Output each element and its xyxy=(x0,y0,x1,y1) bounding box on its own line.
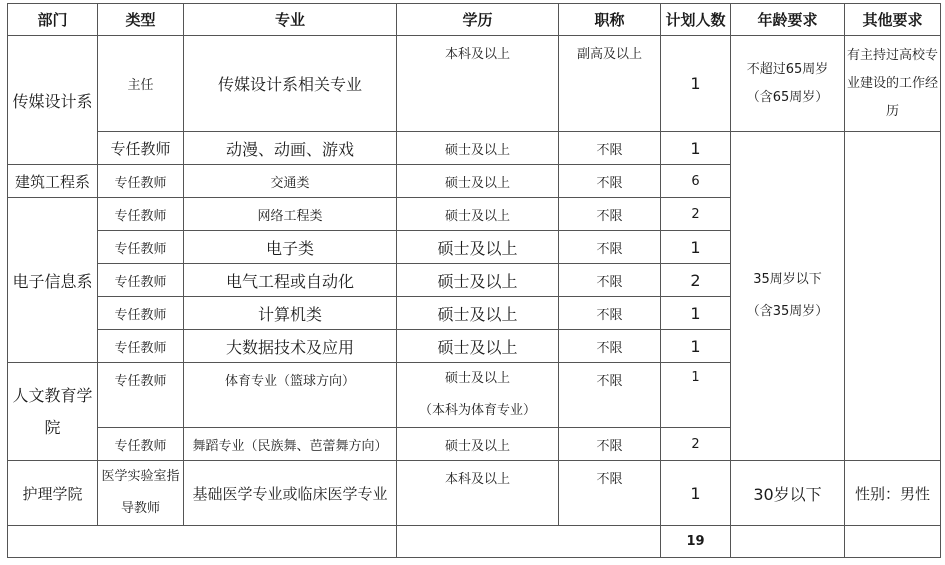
title-cell: 不限 xyxy=(559,297,661,330)
title-cell: 不限 xyxy=(559,363,661,428)
other-line: 历 xyxy=(885,103,899,119)
count-cell: 1 xyxy=(661,461,731,526)
education-line: （本科为体育专业） xyxy=(418,403,536,418)
total-empty-cell xyxy=(397,526,661,558)
type-line: 医学实验室指 xyxy=(101,469,180,484)
other-cell: 性别：男性 xyxy=(845,461,941,526)
type-line: 导教师 xyxy=(120,501,160,516)
count-cell: 2 xyxy=(661,428,731,461)
total-row xyxy=(8,526,941,558)
dept-line: 院 xyxy=(44,417,61,437)
recruitment-table xyxy=(7,3,941,558)
education-cell: 本科及以上 xyxy=(397,36,559,132)
education-cell: 硕士及以上 xyxy=(397,330,559,363)
education-cell: 硕士及以上 xyxy=(397,428,559,461)
type-cell: 专任教师 xyxy=(98,330,184,363)
title-cell: 不限 xyxy=(559,330,661,363)
table-row xyxy=(8,36,941,132)
age-line: 35周岁以下 xyxy=(753,272,822,287)
type-cell: 专任教师 xyxy=(98,132,184,165)
major-cell: 动漫、动画、游戏 xyxy=(184,132,397,165)
count-cell: 1 xyxy=(661,132,731,165)
dept-cell: 电子信息系 xyxy=(8,198,98,363)
count-cell: 2 xyxy=(661,198,731,231)
major-cell: 网络工程类 xyxy=(184,198,397,231)
title-cell: 不限 xyxy=(559,428,661,461)
title-cell: 不限 xyxy=(559,132,661,165)
dept-cell: 建筑工程系 xyxy=(8,165,98,198)
age-line: （含35周岁） xyxy=(746,304,829,319)
count-cell: 2 xyxy=(661,264,731,297)
age-cell xyxy=(731,36,845,132)
other-cell xyxy=(845,132,941,461)
dept-cell: 护理学院 xyxy=(8,461,98,526)
header-major: 专业 xyxy=(184,4,397,36)
title-cell: 副高及以上 xyxy=(559,36,661,132)
type-cell: 专任教师 xyxy=(98,165,184,198)
count-cell: 1 xyxy=(661,330,731,363)
header-type: 类型 xyxy=(98,4,184,36)
age-line: （含65周岁） xyxy=(746,89,829,105)
title-cell: 不限 xyxy=(559,198,661,231)
major-cell: 电子类 xyxy=(184,231,397,264)
type-cell: 专任教师 xyxy=(98,363,184,428)
education-cell: 硕士及以上 xyxy=(397,165,559,198)
major-cell: 体育专业（篮球方向） xyxy=(184,363,397,428)
age-cell: 30岁以下 xyxy=(731,461,845,526)
title-cell: 不限 xyxy=(559,264,661,297)
major-cell: 舞蹈专业（民族舞、芭蕾舞方向） xyxy=(184,428,397,461)
header-other: 其他要求 xyxy=(845,4,941,36)
dept-cell: 传媒设计系 xyxy=(8,36,98,165)
major-cell: 基础医学专业或临床医学专业 xyxy=(184,461,397,526)
major-cell: 交通类 xyxy=(184,165,397,198)
major-cell: 大数据技术及应用 xyxy=(184,330,397,363)
major-cell: 计算机类 xyxy=(184,297,397,330)
table-row xyxy=(8,132,941,165)
dept-line: 人文教育学 xyxy=(12,385,93,405)
education-cell: 硕士及以上 xyxy=(397,132,559,165)
header-age: 年龄要求 xyxy=(731,4,845,36)
table-row xyxy=(8,461,941,526)
header-dept: 部门 xyxy=(8,4,98,36)
header-title: 职称 xyxy=(559,4,661,36)
education-cell: 硕士及以上 xyxy=(397,297,559,330)
type-cell: 专任教师 xyxy=(98,264,184,297)
age-cell xyxy=(731,132,845,461)
type-cell: 专任教师 xyxy=(98,428,184,461)
title-cell: 不限 xyxy=(559,231,661,264)
count-cell: 1 xyxy=(661,36,731,132)
total-empty-cell xyxy=(845,526,941,558)
count-cell: 1 xyxy=(661,297,731,330)
total-count-cell: 19 xyxy=(661,526,731,558)
type-cell xyxy=(98,461,184,526)
other-line: 有主持过高校专 xyxy=(846,47,938,63)
type-cell: 专任教师 xyxy=(98,297,184,330)
type-cell: 专任教师 xyxy=(98,198,184,231)
education-cell: 本科及以上 xyxy=(397,461,559,526)
title-cell: 不限 xyxy=(559,165,661,198)
total-empty-cell xyxy=(8,526,397,558)
major-cell: 传媒设计系相关专业 xyxy=(184,36,397,132)
other-line: 业建设的工作经 xyxy=(846,75,938,91)
header-education: 学历 xyxy=(397,4,559,36)
count-cell: 6 xyxy=(661,165,731,198)
type-cell: 专任教师 xyxy=(98,231,184,264)
header-count: 计划人数 xyxy=(661,4,731,36)
total-empty-cell xyxy=(731,526,845,558)
education-cell: 硕士及以上 xyxy=(397,231,559,264)
count-cell: 1 xyxy=(661,231,731,264)
education-cell xyxy=(397,363,559,428)
other-cell xyxy=(845,36,941,132)
education-cell: 硕士及以上 xyxy=(397,264,559,297)
title-cell: 不限 xyxy=(559,461,661,526)
count-cell: 1 xyxy=(661,363,731,428)
education-cell: 硕士及以上 xyxy=(397,198,559,231)
age-line: 不超过65周岁 xyxy=(746,61,829,77)
education-line: 硕士及以上 xyxy=(444,371,510,386)
type-cell: 主任 xyxy=(98,36,184,132)
header-row xyxy=(8,4,941,36)
major-cell: 电气工程或自动化 xyxy=(184,264,397,297)
dept-cell xyxy=(8,363,98,461)
